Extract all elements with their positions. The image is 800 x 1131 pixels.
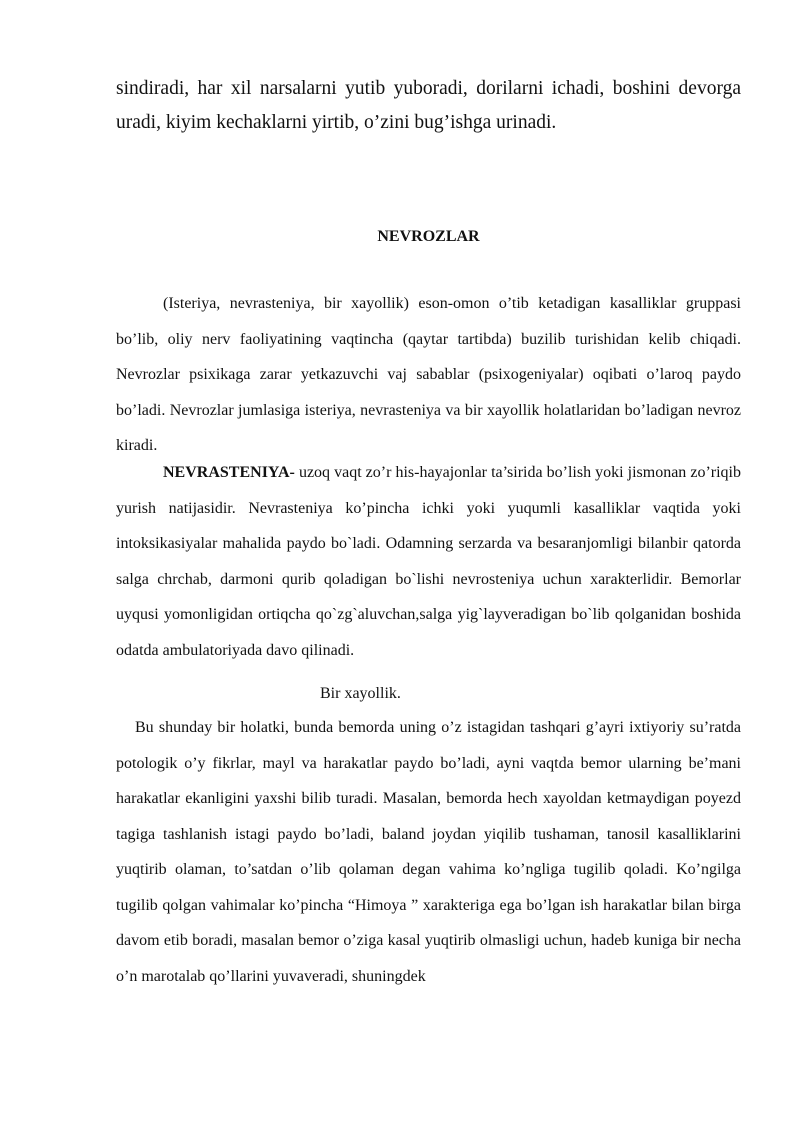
nevrasteniya-text: uzoq vaqt zo’r his-hayajonlar ta’sirida bo’lish yoki jismonan zo’riqib yurish natijasidir. Nevrasteniya ko’pincha ichki yoki yuqumli kasalliklar vaqtida yoki intoksikasiyalar mahalida paydo bo`ladi. Odamning serzarda va besaranjomligi bilanbir qatorda salga chrchab, darmoni qurib qoladigan bo`lishi nevrosteniya uchun xarakterlidir. Bemorlar uyqusi yomonligidan ortiqcha qo`zg`aluvchan,salga yig`layveradigan bo`lib qolganidan boshida odatda ambulatoriyada davo qilinadi. — [116, 464, 741, 659]
intro-paragraph: (Isteriya, nevrasteniya, bir xayollik) eson-omon o’tib ketadigan kasalliklar gruppasi bo’lib, oliy nerv faoliyatining vaqtincha (qaytar tartibda) buzilib turishidan kelib chiqadi. Nevrozlar psixikaga zarar yetkazuvchi vaj sabablar (psixogeniyalar) oqibati o’laroq paydo bo’ladi. Nevrozlar jumlasiga isteriya, nevrasteniya va bir xayollik holatlaridan bo’ladigan nevroz kiradi. — [116, 295, 741, 454]
nevrasteniya-paragraph — [116, 455, 741, 668]
nevrasteniya-term: NEVRASTENIYA- — [163, 464, 295, 481]
bir-xayollik-paragraph: Bu shunday bir holatki, bunda bemorda uning o’z istagidan tashqari g’ayri ixtiyoriy su’ratda potologik o’y fikrlar, mayl va harakatlar paydo bo’ladi, ayni vaqtda bemor ularning be’mani harakatlar ekanligini yaxshi bilib turadi. Masalan, bemorda hech xayoldan ketmaydigan poyezd tagiga tashlanish istagi paydo bo’ladi, baland joydan yiqilib tushaman, tanosil kasalliklarini yuqtirib olaman, to’satdan o’lib qolaman degan vahima ko’ngliga tugilib qoladi. Ko’ngilga tugilib qolgan vahimalar ko’pincha “Himoya ” xarakteriga ega bo’lgan ish harakatlar bilan birga davom etib boradi, masalan bemor o’ziga kasal yuqtirib olmasligi uchun, hadeb kuniga bir necha o’n marotalab qo’llarini yuvaveradi, shuningdek — [116, 719, 741, 985]
section-heading: NEVROZLAR — [377, 228, 480, 245]
subsection-heading: Bir xayollik. — [320, 685, 401, 702]
continuation-paragraph: sindiradi, har xil narsalarni yutib yuboradi, dorilarni ichadi, boshini devorga uradi, kiyim kechaklarni yirtib, o’zini bug’ishga urinadi. — [116, 78, 741, 133]
